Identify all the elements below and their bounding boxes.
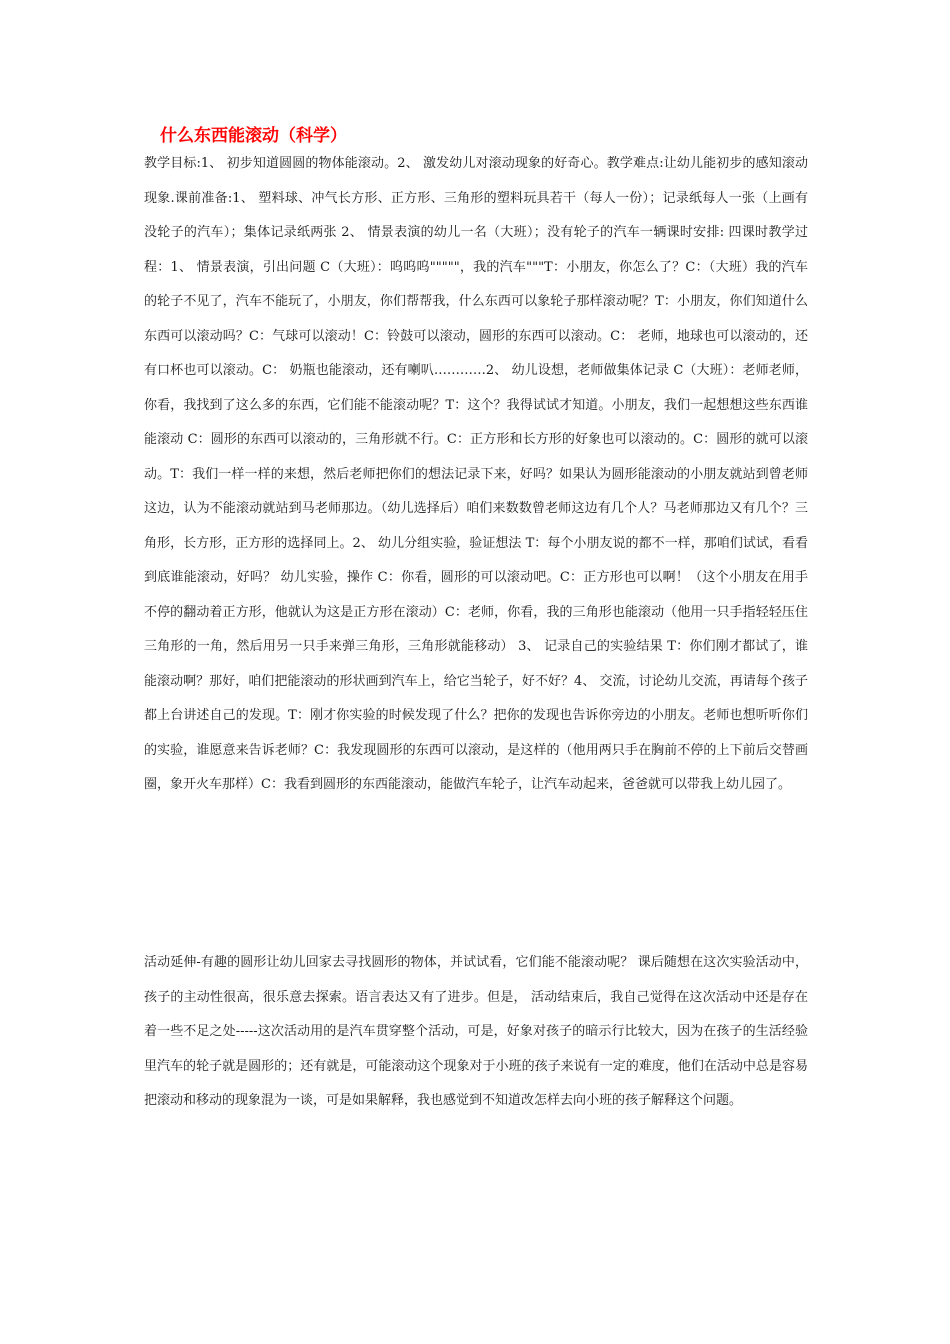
lesson-plan-paragraph: 教学目标:1、 初步知道圆圆的物体能滚动。2、 激发幼儿对滚动现象的好奇心。教学难点:让幼儿能初步的感知滚动现象.课前准备:1、 塑料球、冲气长方形、正方形、三角形的塑料玩具若干（每人一份）；记录纸每人一张（上画有没轮子的汽车）；集体记录纸两张 2、 情景表演的幼儿一名（大班）；没有轮子的汽车一辆课时安排: 四课时教学过程：1、 情景表演，引出问题 C（大班）：呜呜呜"""""，我的汽车"""T：小朋友，你怎么了？C：（大班）我的汽车的轮子不见了，汽车不能玩了，小朋友，你们帮帮我，什么东西可以象轮子那样滚动呢？T：小朋友，你们知道什么东西可以滚动吗？C：气球可以滚动！C：铃鼓可以滚动，圆形的东西可以滚动。C： 老师，地球也可以滚动的，还有口杯也可以滚动。C： 奶瓶也能滚动，还有喇叭…………2、 幼儿设想，老师做集体记录 C（大班）：老师老师，你看，我找到了这么多的东西，它们能不能滚动呢？T：这个？我得试试才知道。小朋友，我们一起想想这些东西谁能滚动 C：圆形的东西可以滚动的，三角形就不行。C：正方形和长方形的好象也可以滚动的。C：圆形的就可以滚动。T：我们一样一样的来想，然后老师把你们的想法记录下来，好吗？如果认为圆形能滚动的小朋友就站到曾老师这边，认为不能滚动就站到马老师那边。（幼儿选择后）咱们来数数曾老师这边有几个人？马老师那边又有几个？三角形，长方形，正方形的选择同上。2、 幼儿分组实验，验证想法 T：每个小朋友说的都不一样，那咱们试试，看看到底谁能滚动，好吗？ 幼儿实验，操作 C：你看，圆形的可以滚动吧。C：正方形也可以啊！（这个小朋友在用手不停的翻动着正方形，他就认为这是正方形在滚动）C：老师，你看，我的三角形也能滚动（他用一只手指轻轻压住三角形的一角，然后用另一只手来弹三角形，三角形就能移动） 3、 记录自己的实验结果 T：你们刚才都试了，谁能滚动啊？那好，咱们把能滚动的形状画到汽车上，给它当轮子，好不好？4、 交流，讨论幼儿交流，再请每个孩子都上台讲述自己的发现。T：刚才你实验的时候发现了什么？把你的发现也告诉你旁边的小朋友。老师也想听听你们的实验，谁愿意来告诉老师？C：我发现圆形的东西可以滚动，是这样的（他用两只手在胸前不停的上下前后交替画圈，象开火车那样）C：我看到圆形的东西能滚动，能做汽车轮子，让汽车动起来，爸爸就可以带我上幼儿园了。	[144, 156, 808, 792]
document-title: 什么东西能滚动（科学）	[160, 126, 347, 146]
reflection-paragraph: 活动延伸-有趣的圆形让幼儿回家去寻找圆形的物体，并试试看，它们能不能滚动呢？ 课后随想在这次实验活动中，孩子的主动性很高，很乐意去探索。语言表达又有了进步。但是， 活动结束后，我自己觉得在这次活动中还是存在着一些不足之处-----这次活动用的是汽车贯穿整个活动，可是，好象对孩子的暗示行比较大，因为在孩子的生活经验里汽车的轮子就是圆形的；还有就是，可能滚动这个现象对于小班的孩子来说有一定的难度，他们在活动中总是容易把滚动和移动的现象混为一谈，可是如果解释，我也感觉到不知道改怎样去向小班的孩子解释这个问题。	[144, 955, 808, 1108]
